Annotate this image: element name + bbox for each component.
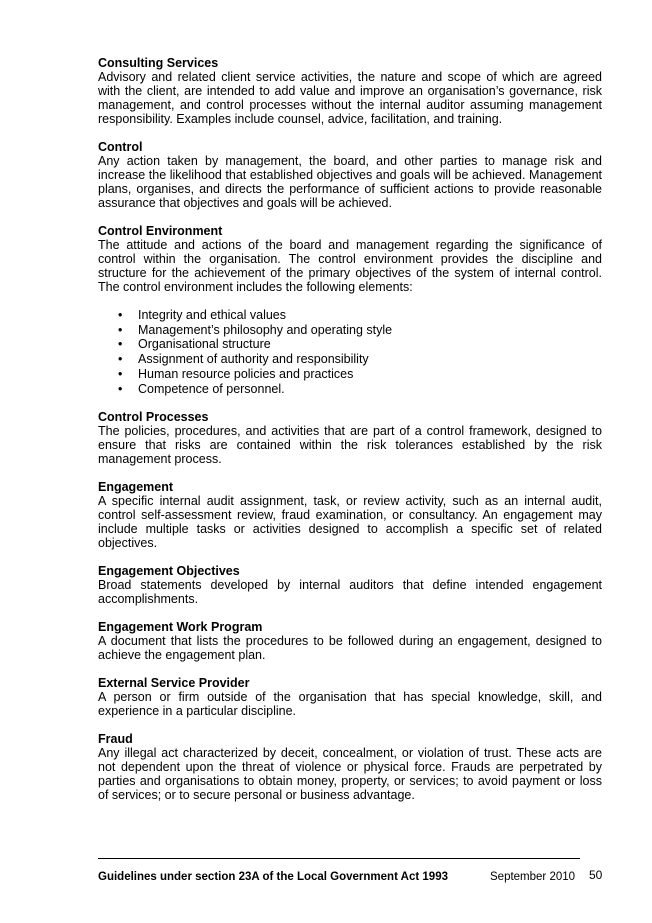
glossary-entry [98,732,602,802]
list-item-text: Integrity and ethical values [138,308,287,322]
glossary-term: Engagement [98,480,174,495]
bullet-icon: • [118,322,123,337]
glossary-term: Control [98,140,143,154]
glossary-entry [98,224,602,396]
glossary-definition: Any illegal act characterized by deceit, concealment, or violation of trust. These acts are not dependent upon the threat of violence or physical force. Frauds are perpetrated by parties and organisations to obtain money, property, or services; to avoid payment or loss of services; or to secure personal or business advantage. [98,746,602,803]
glossary-term: Engagement Work Program [98,620,263,635]
bullet-icon: • [118,381,123,396]
glossary-term: External Service Provider [98,676,250,691]
glossary-definition: A specific internal audit assignment, task, or review activity, such as an internal audit, control self-assessment review, fraud examination, or consultancy. An engagement may include multiple tasks or activities designed to accomplish a specific set of related objectives. [98,494,602,551]
glossary-entry [98,480,602,550]
list-item [98,352,602,367]
glossary-term: Control Processes [98,410,209,425]
glossary-term: Consulting Services [98,56,219,70]
list-item-text: Management’s philosophy and operating style [138,322,393,337]
glossary-entry [98,676,602,718]
footer-date: September 2010 [490,871,576,883]
glossary-definition: Broad statements developed by internal auditors that define intended engagement accomplishments. [98,578,602,607]
bullet-icon: • [118,308,123,322]
control-environment-elements-list [98,308,602,396]
glossary-definition: A document that lists the procedures to be followed during an engagement, designed to achieve the engagement plan. [98,634,602,663]
glossary-entry [98,410,602,466]
page-number: 50 [589,868,603,882]
list-item [98,323,602,338]
list-item [98,308,602,323]
glossary-entry [98,56,602,126]
glossary-entry [98,620,602,662]
glossary-definition: The policies, procedures, and activities that are part of a control framework, designed to ensure that risks are contained within the risk tolerances established by the risk management process. [98,424,602,467]
list-item-text: Organisational structure [138,337,271,352]
glossary-definition: The attitude and actions of the board and management regarding the significance of control within the organisation. The control environment provides the discipline and structure for the achievement of the primary objectives of the system of internal control. The control environment includes the following elements: [98,238,602,294]
list-item-text: Assignment of authority and responsibility [138,352,369,367]
list-item [98,382,602,397]
glossary-term: Fraud [98,732,133,747]
bullet-icon: • [118,337,123,352]
glossary-definition: A person or firm outside of the organisation that has special knowledge, skill, and experience in a particular discipline. [98,690,602,719]
glossary-term: Control Environment [98,224,223,238]
bullet-icon: • [118,366,123,381]
glossary-entry [98,564,602,606]
list-item [98,367,602,382]
glossary-entry [98,140,602,210]
glossary-content [98,56,602,816]
glossary-definition: Advisory and related client service activities, the nature and scope of which are agreed with the client, are intended to add value and improve an organisation’s governance, risk management, and control processes without the internal auditor assuming management responsibility. Examples include counsel, advice, facilitation, and training. [98,70,602,126]
list-item-text: Human resource policies and practices [138,366,354,381]
glossary-term: Engagement Objectives [98,564,240,579]
footer-divider [98,858,580,859]
bullet-icon: • [118,352,123,367]
glossary-definition: Any action taken by management, the board, and other parties to manage risk and increase the likelihood that established objectives and goals will be achieved. Management plans, organises, and directs the performance of sufficient actions to provide reasonable assurance that objectives and goals will be achieved. [98,154,602,210]
footer-document-title: Guidelines under section 23A of the Local Government Act 1993 [98,871,448,883]
list-item-text: Competence of personnel. [138,381,285,396]
list-item [98,337,602,352]
